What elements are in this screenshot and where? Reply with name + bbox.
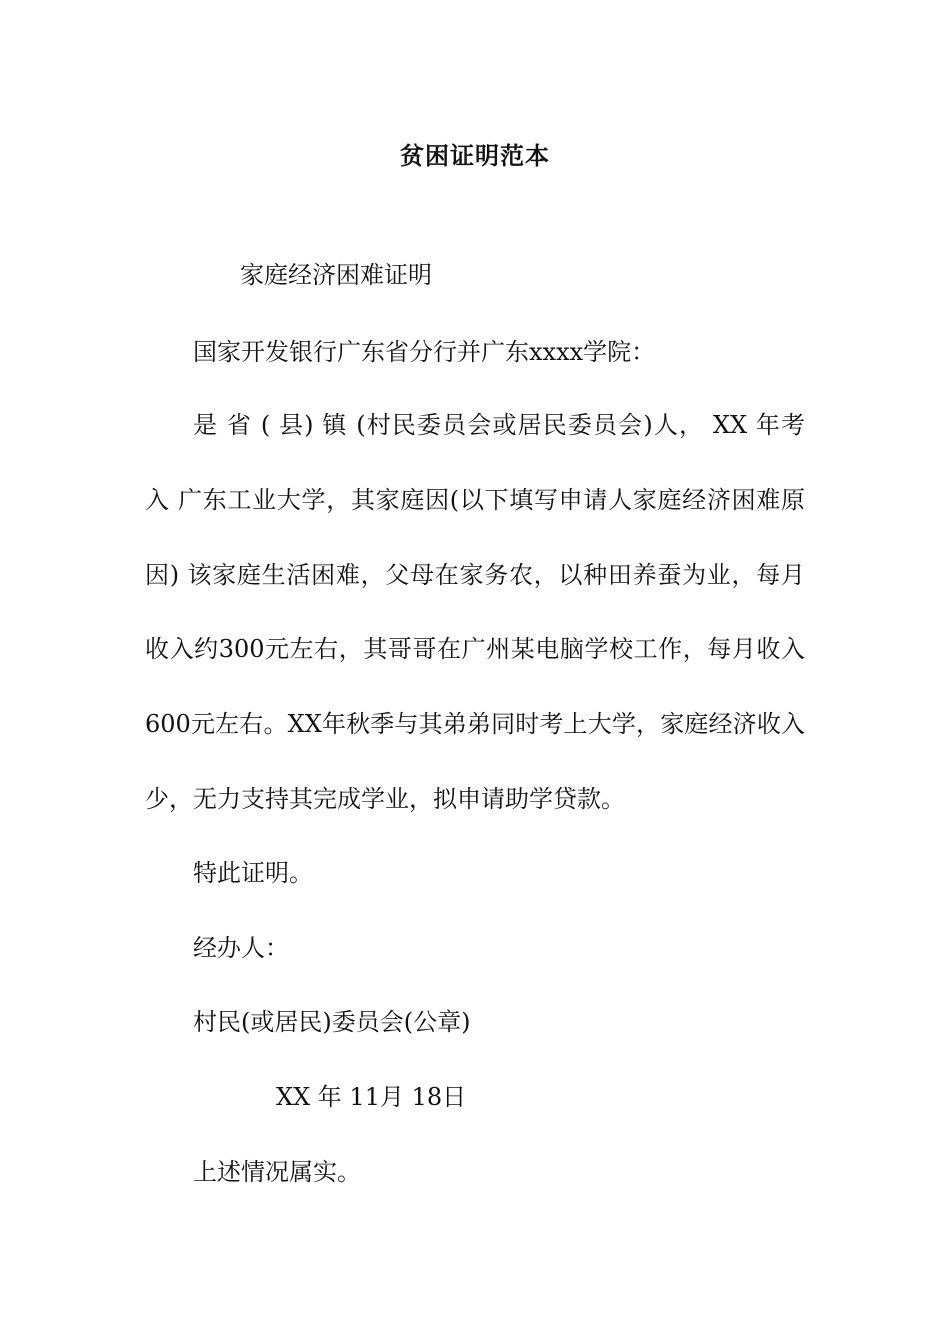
body-line-5: 600元左右。XX年秋季与其弟弟同时考上大学，家庭经济收入 (145, 710, 805, 738)
body-line-3: 因) 该家庭生活困难，父母在家务农，以种田养蚕为业，每月 (145, 561, 805, 589)
body-line-2: 入 广东工业大学，其家庭因(以下填写申请人家庭经济困难原 (145, 486, 805, 514)
committee-seal-label: 村民(或居民)委员会(公章) (193, 1008, 471, 1036)
body-line-6: 少，无力支持其完成学业，拟申请助学贷款。 (145, 785, 625, 813)
closing-statement: 特此证明。 (193, 859, 313, 887)
document-title: 贫困证明范本 (400, 141, 550, 170)
salutation: 国家开发银行广东省分行并广东xxxx学院： (193, 338, 656, 366)
body-line-1: 是 省 ( 县) 镇 (村民委员会或居民委员会)人， XX 年考 (193, 411, 805, 439)
body-line-4: 收入约300元左右，其哥哥在广州某电脑学校工作，每月收入 (145, 635, 805, 663)
confirmation-statement: 上述情况属实。 (193, 1158, 361, 1186)
date-line: XX 年 11月 18日 (276, 1083, 467, 1111)
document-subtitle: 家庭经济困难证明 (240, 261, 432, 289)
handler-label: 经办人： (193, 934, 289, 962)
